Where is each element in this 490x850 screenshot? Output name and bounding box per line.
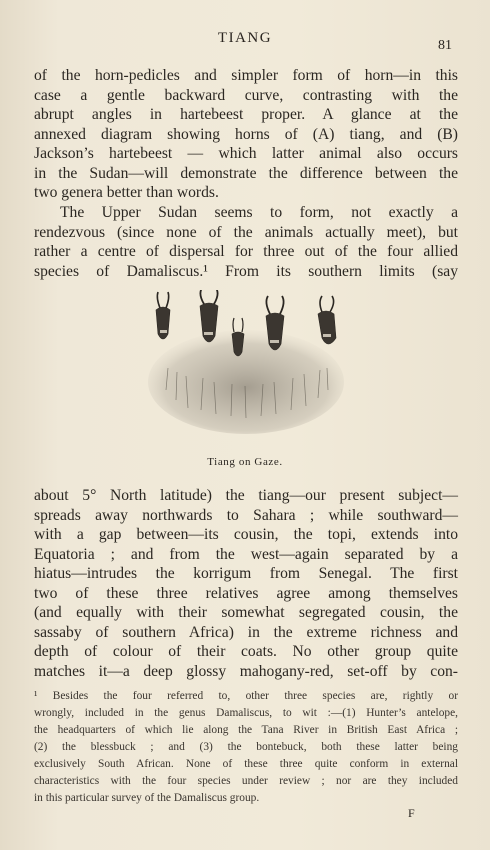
paragraph-1: [34, 66, 458, 203]
footnote-line: characteristics with the four species under review ; nor are they included: [34, 775, 458, 787]
text-line: of the horn-pedicles and simpler form of horn—in this: [34, 67, 458, 84]
text-line: matches it—a deep glossy mahogany-red, set-off by con-: [34, 662, 458, 680]
text-line: case a gentle backward curve, contrasting with the: [34, 86, 458, 104]
footnote-line: the headquarters of which lie along the Tana River in British East Africa ;: [34, 724, 458, 736]
running-title: TIANG: [217, 30, 273, 46]
text-line: in the Sudan—will demonstrate the difference between the: [34, 164, 458, 182]
text-line: annexed diagram showing horns of (A) tiang, and (B): [34, 125, 458, 143]
text-line: spreads away northwards to Sahara ; while southward—: [34, 506, 458, 524]
page-number: 81: [438, 38, 452, 53]
footnote: [34, 688, 458, 807]
footnote-line: wrongly, included in the genus Damaliscus, to wit :—(1) Hunter’s antelope,: [34, 707, 458, 719]
text-line: The Upper Sudan seems to form, not exactly a: [60, 204, 458, 221]
text-line: depth of colour of their coats. No other group quite: [34, 643, 458, 660]
text-line: rather a centre of dispersal for three out of the four allied: [34, 243, 458, 260]
text-line: two genera better than words.: [34, 184, 219, 201]
text-line: two of these three relatives agree among themselves: [34, 584, 458, 602]
text-line: sassaby of southern Africa) in the extreme richness and: [34, 623, 458, 641]
signature-mark: F: [408, 806, 415, 820]
text-line: (and equally with their somewhat segregated cousin, the: [34, 604, 458, 621]
text-line: hiatus—intrudes the korrigum from Senegal. The first: [34, 565, 458, 582]
text-line: rendezvous (since none of the animals actually meet), but: [34, 223, 458, 241]
tiang-illustration: [146, 290, 346, 438]
text-line: abrupt angles in hartebeest proper. A glance at the: [34, 106, 458, 123]
footnote-line: in this particular survey of the Damaliscus group.: [34, 792, 260, 804]
footnote-line: (2) the blessbuck ; and (3) the bontebuck, both these latter being: [34, 741, 458, 753]
figure-caption: Tiang on Gaze.: [207, 456, 283, 468]
paragraph-2: [34, 203, 458, 281]
text-line: Equatoria ; and from the west—again separated by a: [34, 545, 458, 563]
text-line: species of Damaliscus.¹ From its southern limits (say: [34, 262, 458, 280]
text-line: with a gap between—its cousin, the topi, extends into: [34, 526, 458, 543]
paragraph-3: [34, 486, 458, 681]
text-line: about 5° North latitude) the tiang—our present subject—: [34, 487, 458, 504]
footnote-line: exclusively South African. None of these three quite conform in external: [34, 758, 458, 770]
text-line: Jackson’s hartebeest — which latter animal also occurs: [34, 145, 458, 162]
footnote-line: ¹ Besides the four referred to, other three species are, rightly or: [34, 690, 458, 702]
